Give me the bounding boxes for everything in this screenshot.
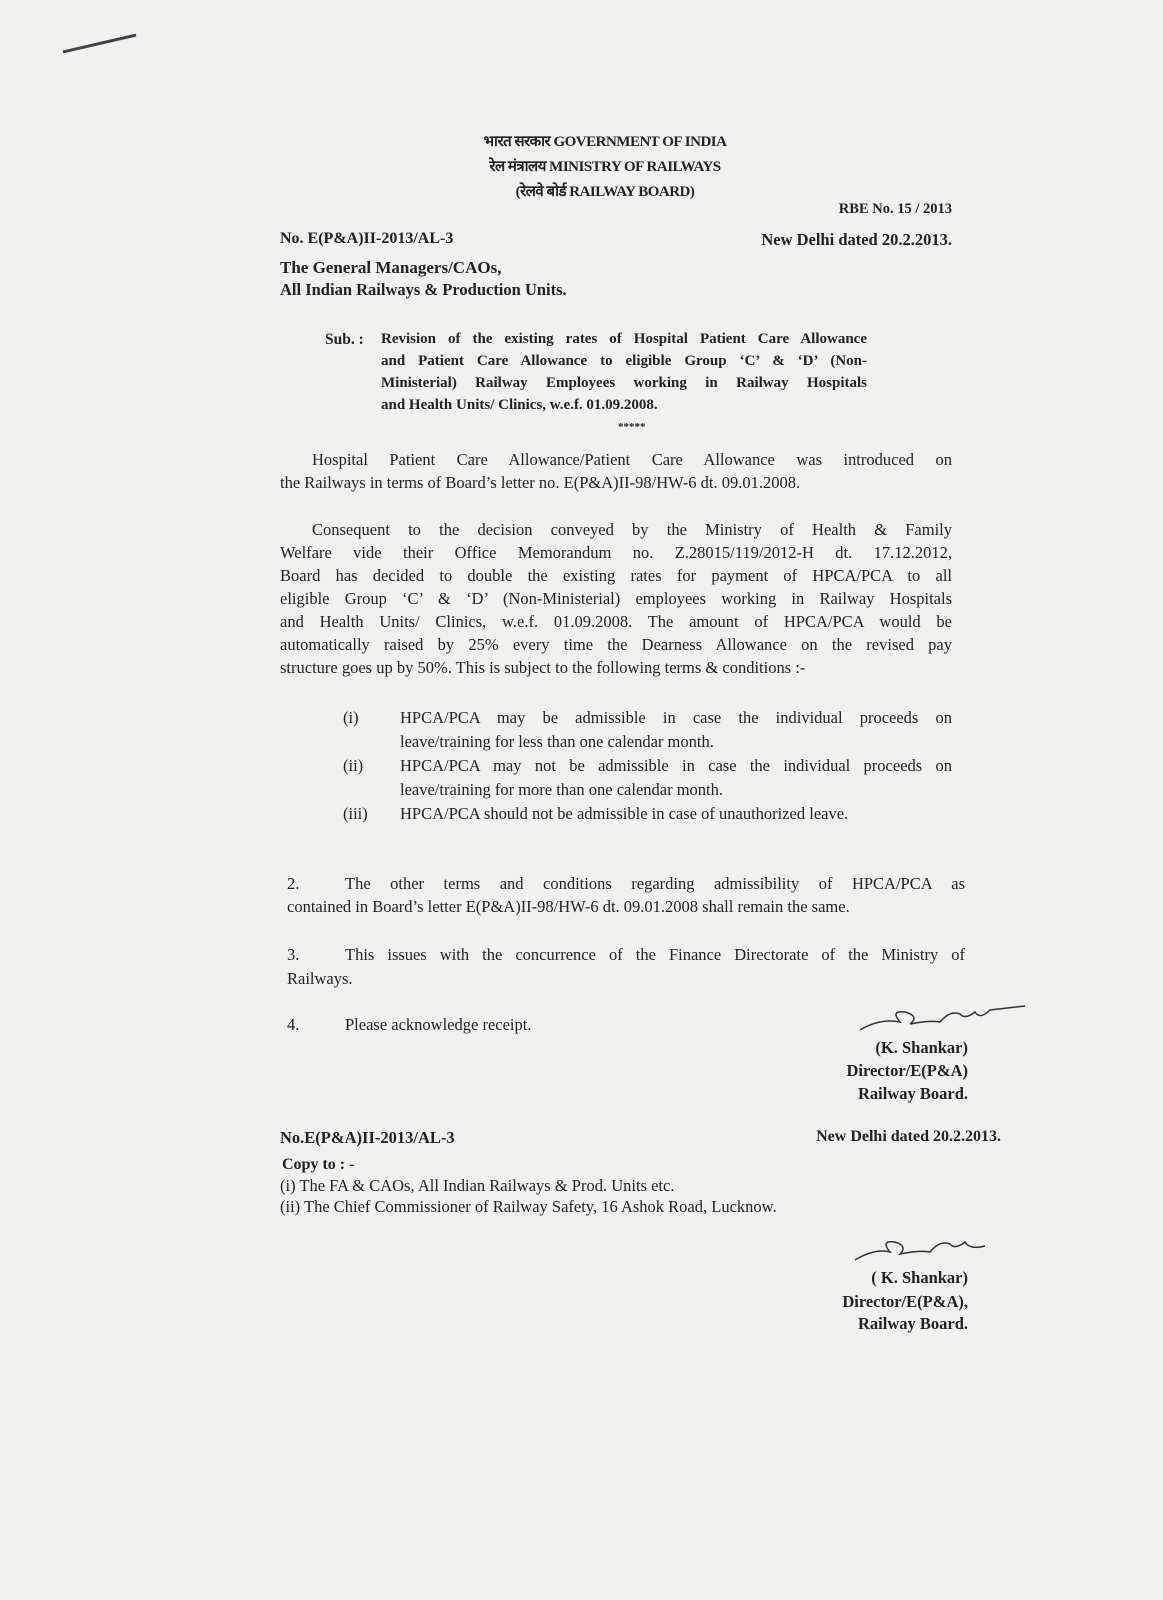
point-line: This issues with the concurrence of the Finance Directorate of the Ministry of (345, 945, 965, 964)
paragraph-line: and Health Units/ Clinics, w.e.f. 01.09.2008. The amount of HPCA/PCA would be (280, 612, 952, 631)
paragraph-line: Welfare vide their Office Memorandum no. Z.28015/119/2012-H dt. 17.12.2012, (280, 543, 952, 562)
paragraph-line: automatically raised by 25% every time the Dearness Allowance on the revised pay (280, 635, 952, 654)
reference-number: No. E(P&A)II-2013/AL-3 (280, 230, 454, 247)
point-line: Please acknowledge receipt. (345, 1015, 532, 1034)
letter-date: New Delhi dated 20.2.2013. (761, 230, 952, 249)
copy-date: New Delhi dated 20.2.2013. (816, 1128, 1001, 1145)
pen-mark (63, 34, 137, 54)
header-board: (रेलवे बोर्ड RAILWAY BOARD) (515, 184, 695, 200)
condition-line: leave/training for less than one calendar month. (400, 732, 714, 751)
copy-reference-number: No.E(P&A)II-2013/AL-3 (280, 1128, 455, 1147)
paragraph-line: structure goes up by 50%. This is subject to the following terms & conditions :- (280, 658, 806, 677)
condition-line: HPCA/PCA may not be admissible in case the individual proceeds on (400, 756, 952, 775)
copy-item: (ii) The Chief Commissioner of Railway Safety, 16 Ashok Road, Lucknow. (280, 1197, 777, 1216)
subject-label: Sub. : (325, 331, 364, 348)
subject-line: and Health Units/ Clinics, w.e.f. 01.09.2008. (381, 397, 658, 413)
point-number: 3. (287, 945, 300, 964)
paragraph-line: Board has decided to double the existing rates for payment of HPCA/PCA to all (280, 566, 952, 585)
point-line: contained in Board’s letter E(P&A)II-98/HW-6 dt. 09.01.2008 shall remain the same. (287, 897, 850, 916)
condition-number: (iii) (343, 804, 368, 823)
condition-number: (ii) (343, 756, 364, 775)
signatory-name: ( K. Shankar) (871, 1268, 968, 1287)
condition-line: HPCA/PCA may be admissible in case the individual proceeds on (400, 708, 952, 727)
addressee-line: All Indian Railways & Production Units. (280, 280, 567, 299)
point-line: The other terms and conditions regarding admissibility of HPCA/PCA as (345, 874, 965, 893)
point-number: 4. (287, 1015, 300, 1034)
paragraph-line: Consequent to the decision conveyed by the Ministry of Health & Family (312, 520, 952, 539)
subject-line: Revision of the existing rates of Hospital Patient Care Allowance (381, 331, 867, 347)
condition-number: (i) (343, 708, 359, 727)
subject-line: and Patient Care Allowance to eligible Group ‘C’ & ‘D’ (Non- (381, 353, 867, 369)
rbe-number: RBE No. 15 / 2013 (838, 201, 952, 217)
subject-line: Ministerial) Railway Employees working in Railway Hospitals (381, 375, 867, 391)
signatory-org: Railway Board. (857, 1314, 968, 1333)
condition-line: HPCA/PCA should not be admissible in case of unauthorized leave. (400, 804, 849, 823)
point-number: 2. (287, 874, 300, 893)
header-ministry: रेल मंत्रालय MINISTRY OF RAILWAYS (489, 159, 721, 175)
signatory-title: Director/E(P&A), (842, 1292, 968, 1311)
signatory-name: (K. Shankar) (875, 1038, 968, 1057)
signatory-title: Director/E(P&A) (846, 1061, 968, 1080)
condition-line: leave/training for more than one calendar month. (400, 780, 723, 799)
addressee-line: The General Managers/CAOs, (280, 258, 502, 277)
point-line: Railways. (287, 969, 353, 988)
signatory-org: Railway Board. (857, 1084, 968, 1103)
copy-to-label: Copy to : - (282, 1156, 355, 1173)
paragraph-line: Hospital Patient Care Allowance/Patient Care Allowance was introduced on (312, 450, 952, 469)
paragraph-line: eligible Group ‘C’ & ‘D’ (Non-Ministerial) employees working in Railway Hospitals (280, 589, 952, 608)
header-government: भारत सरकार GOVERNMENT OF INDIA (483, 134, 727, 150)
copy-item: (i) The FA & CAOs, All Indian Railways & Prod. Units etc. (280, 1176, 675, 1195)
subject-stars: ***** (618, 421, 646, 433)
paragraph-line: the Railways in terms of Board’s letter no. E(P&A)II-98/HW-6 dt. 09.01.2008. (280, 473, 801, 492)
